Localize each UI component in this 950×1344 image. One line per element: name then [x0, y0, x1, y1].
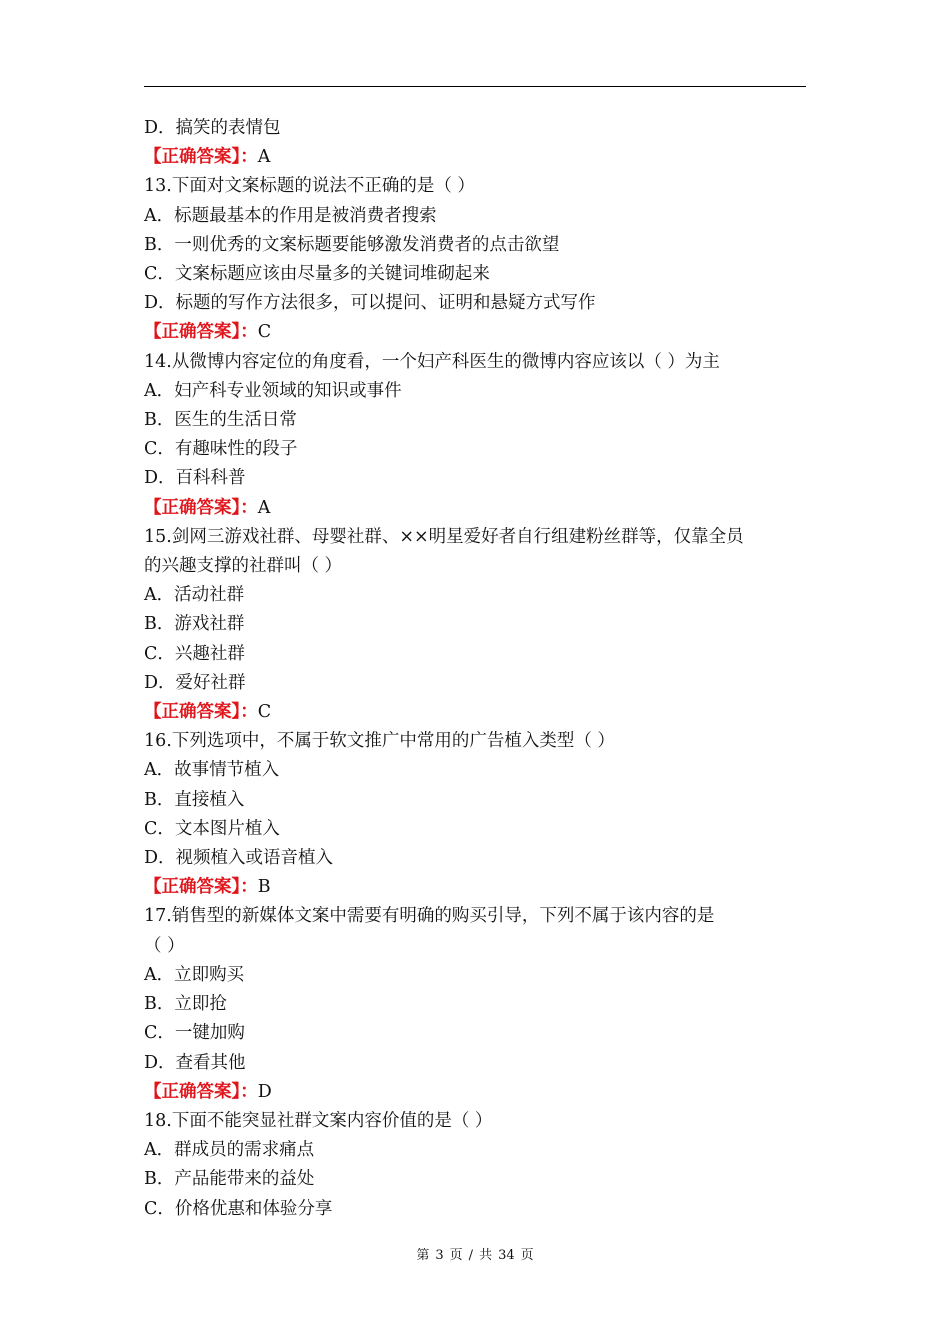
option-line: D．视频植入或语音植入	[144, 848, 334, 869]
page-footer	[0, 1244, 950, 1263]
option-line: B．医生的生活日常	[144, 410, 297, 431]
option-line: C．文案标题应该由尽量多的关键词堆砌起来	[144, 264, 490, 285]
question-17-line-2: （ ）	[144, 935, 185, 956]
footer-separator: /	[468, 1248, 474, 1263]
option-line: A．立即购买	[144, 964, 245, 985]
answer-line	[144, 1078, 806, 1107]
answer-value: D	[257, 1081, 272, 1102]
option-line: D．百科科普	[144, 468, 246, 489]
option-line: C．文本图片植入	[144, 818, 280, 839]
answer-line	[144, 873, 806, 902]
answer-value: C	[257, 322, 272, 343]
answer-label: 【正确答案】：	[144, 497, 258, 518]
option-line: C．有趣味性的段子	[144, 439, 298, 460]
header-rule	[144, 86, 806, 87]
current-page-number: 3	[435, 1248, 444, 1263]
option-line: D．搞笑的表情包	[144, 118, 281, 138]
total-page-count: 34	[498, 1248, 515, 1263]
answer-line	[144, 698, 806, 727]
option-line: A．故事情节植入	[144, 760, 280, 781]
option-line: A．妇产科专业领域的知识或事件	[144, 380, 402, 401]
answer-label: 【正确答案】：	[144, 702, 258, 723]
option-line: B．直接植入	[144, 789, 245, 810]
answer-value: B	[257, 877, 271, 898]
option-line: D．标题的写作方法很多，可以提问、证明和悬疑方式写作	[144, 293, 596, 314]
option-line: B．游戏社群	[144, 614, 245, 635]
answer-label: 【正确答案】：	[144, 322, 258, 343]
option-line: C．价格优惠和体验分享	[144, 1198, 333, 1219]
option-line: C．兴趣社群	[144, 643, 245, 664]
option-line: B．一则优秀的文案标题要能够激发消费者的点击欲望	[144, 234, 560, 255]
answer-value: C	[257, 702, 272, 723]
answer-label: 【正确答案】：	[144, 877, 258, 898]
answer-label: 【正确答案】：	[144, 1081, 258, 1102]
option-line: C．一键加购	[144, 1023, 245, 1044]
option-line: B．产品能带来的益处	[144, 1169, 315, 1190]
question-13: 13.下面对文案标题的说法不正确的是（ ）	[144, 176, 475, 197]
question-14: 14.从微博内容定位的角度看，一个妇产科医生的微博内容应该以（ ）为主	[144, 351, 720, 372]
question-18: 18.下面不能突显社群文案内容价值的是（ ）	[144, 1110, 493, 1131]
option-line: A．群成员的需求痛点	[144, 1140, 315, 1161]
page-content	[144, 114, 806, 1224]
question-17-line-1: 17.销售型的新媒体文案中需要有明确的购买引导，下列不属于该内容的是	[144, 906, 715, 927]
footer-page-unit: 页	[449, 1248, 463, 1263]
answer-line	[144, 494, 806, 523]
answer-label: 【正确答案】：	[144, 147, 258, 168]
footer-prefix: 第	[416, 1248, 430, 1263]
answer-value: A	[257, 147, 271, 168]
footer-total-prefix: 共	[479, 1248, 493, 1263]
option-line: D．爱好社群	[144, 672, 246, 693]
answer-line	[144, 143, 806, 172]
option-line: A．活动社群	[144, 585, 245, 606]
answer-value: A	[257, 497, 271, 518]
answer-line	[144, 318, 806, 347]
option-line: D．查看其他	[144, 1052, 246, 1073]
question-15-line-2: 的兴趣支撑的社群叫（ ）	[144, 556, 343, 577]
option-line: B．立即抢	[144, 994, 227, 1015]
footer-total-unit: 页	[520, 1248, 534, 1263]
question-15-line-1: 15.剑网三游戏社群、母婴社群、××明星爱好者自行组建粉丝群等，仅靠全员	[144, 526, 744, 547]
option-line: A．标题最基本的作用是被消费者搜索	[144, 205, 437, 226]
question-16: 16.下列选项中，不属于软文推广中常用的广告植入类型（ ）	[144, 731, 615, 752]
